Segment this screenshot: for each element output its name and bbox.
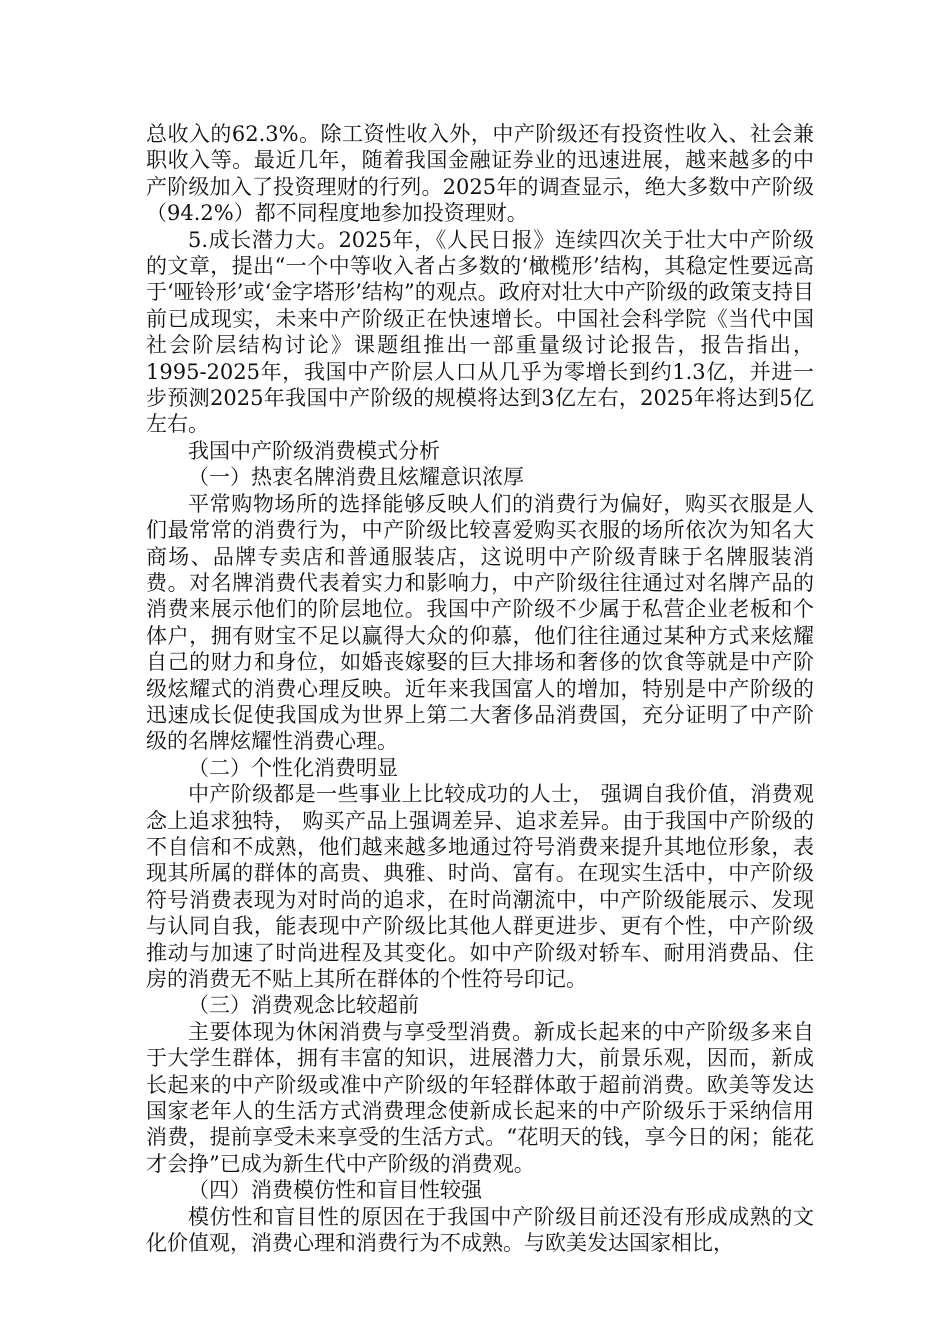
subheading-imitative-consumption: （四）消费模仿性和盲目性较强 bbox=[188, 1178, 482, 1203]
subheading-advanced-consumption: （三）消费观念比较超前 bbox=[188, 993, 419, 1018]
paragraph-growth-potential: 5.成长潜力大。2025年，《人民日报》连续四次关于壮大中产阶级的文章，提出“一个中等收入者占多数的‘橄榄形’结构，其稳定性要远高于‘哑铃形’或‘金字塔形’结构”的观点。政府对壮大中产阶级的政策支持目前已成现实，未来中产阶级正在快速增长。中国社会科学院《当代中国社会阶层结构讨论》课题组推出一部重量级讨论报告，报告指出，1995-2025年，我国中产阶层人口从几乎为零增长到约1.3亿，并进一步预测2025年我国中产阶级的规模将达到3亿左右，2025年将达到5亿左右。 bbox=[146, 227, 814, 437]
paragraph-brand-consumption: 平常购物场所的选择能够反映人们的消费行为偏好，购买衣服是人们最常常的消费行为，中产阶级比较喜爱购买衣服的场所依次为知名大商场、品牌专卖店和普通服装店，这说明中产阶级青睐于名牌服装消费。对名牌消费代表着实力和影响力，中产阶级往往通过对名牌产品的消费来展示他们的阶层地位。我国中产阶级不少属于私营企业老板和个体户，拥有财宝不足以赢得大众的仰慕，他们往往通过某种方式来炫耀自己的财力和身位，如婚丧嫁娶的巨大排场和奢侈的饮食等就是中产阶级炫耀式的消费心理反映。近年来我国富人的增加，特别是中产阶级的迅速成长促使我国成为世界上第二大奢侈品消费国，充分证明了中产阶级的名牌炫耀性消费心理。 bbox=[146, 491, 814, 754]
paragraph-personalized-consumption: 中产阶级都是一些事业上比较成功的人士， 强调自我价值，消费观念上追求独特， 购买产品上强调差异、追求差异。由于我国中产阶级的不自信和不成熟，他们越来越多地通过符号消费来提升其地位形象，表现其所属的群体的高贵、典雅、时尚、富有。在现实生活中，中产阶级符号消费表现为对时尚的追求，在时尚潮流中，中产阶级能展示、发现与认同自我，能表现中产阶级比其他人群更进步、更有个性，中产阶级推动与加速了时尚进程及其变化。如中产阶级对轿车、耐用消费品、住房的消费无不贴上其所在群体的个性符号印记。 bbox=[146, 782, 814, 991]
subheading-brand-consumption: （一）热衷名牌消费且炫耀意识浓厚 bbox=[188, 465, 524, 490]
document-body bbox=[146, 121, 814, 1256]
paragraph-income: 总收入的62.3%。除工资性收入外，中产阶级还有投资性收入、社会兼职收入等。最近几年，随着我国金融证券业的迅速进展，越来越多的中产阶级加入了投资理财的行列。2025年的调查显示，绝大多数中产阶级（94.2%）都不同程度地参加投资理财。 bbox=[146, 122, 814, 226]
section-heading-consumption-analysis: 我国中产阶级消费模式分析 bbox=[188, 438, 440, 463]
subheading-personalized-consumption: （二）个性化消费明显 bbox=[188, 755, 398, 780]
paragraph-imitative-consumption: 模仿性和盲目性的原因在于我国中产阶级目前还没有形成成熟的文化价值观，消费心理和消费行为不成熟。与欧美发达国家相比， bbox=[146, 1204, 814, 1256]
paragraph-advanced-consumption: 主要体现为休闲消费与享受型消费。新成长起来的中产阶级多来自于大学生群体，拥有丰富的知识，进展潜力大，前景乐观，因而，新成长起来的中产阶级或准中产阶级的年轻群体敢于超前消费。欧美等发达国家老年人的生活方式消费理念使新成长起来的中产阶级乐于采纳信用消费，提前享受未来享受的生活方式。“花明天的钱，享今日的闲；能花才会挣”已成为新生代中产阶级的消费观。 bbox=[146, 1019, 814, 1176]
